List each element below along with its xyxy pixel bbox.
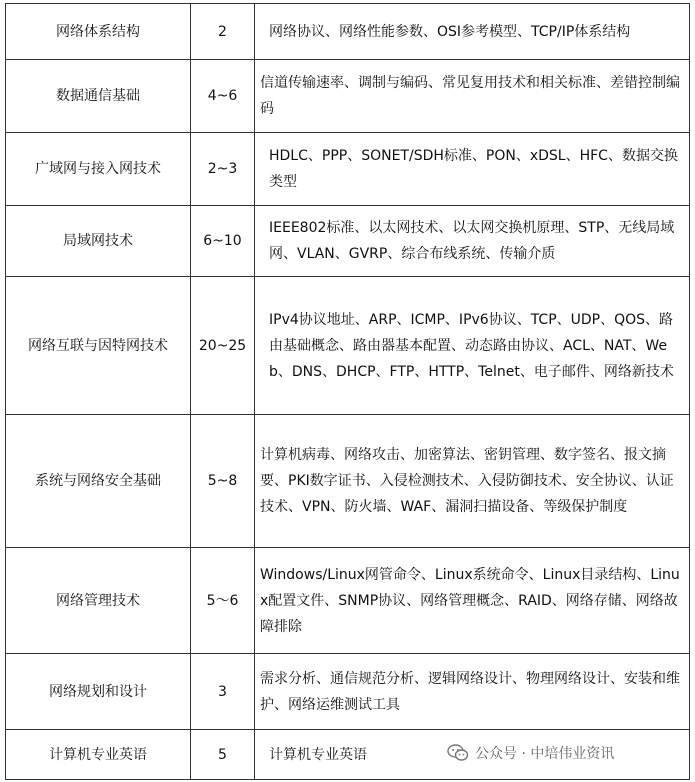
content-cell: Windows/Linux网管命令、Linux系统命令、Linux目录结构、Linux配置文件、SNMP协议、网络管理概念、RAID、网络存储、网络故障排除 bbox=[255, 548, 690, 654]
table-row bbox=[6, 654, 690, 730]
topic-cell: 网络互联与因特网技术 bbox=[6, 277, 191, 415]
topic-cell: 广域网与接入网技术 bbox=[6, 133, 191, 206]
watermark bbox=[447, 740, 614, 766]
hours-cell: 5～6 bbox=[191, 548, 255, 654]
topic-cell: 网络规划和设计 bbox=[6, 654, 191, 730]
content-cell: 计算机病毒、网络攻击、加密算法、密钥管理、数字签名、报文摘要、PKI数字证书、入侵检测技术、入侵防御技术、安全协议、认证技术、VPN、防火墙、WAF、漏洞扫描设备、等级保护制度 bbox=[255, 415, 690, 548]
table-row bbox=[6, 206, 690, 277]
hours-cell: 6~10 bbox=[191, 206, 255, 277]
table-row bbox=[6, 133, 690, 206]
topic-cell: 网络体系结构 bbox=[6, 4, 191, 60]
table-row bbox=[6, 4, 690, 60]
content-cell: HDLC、PPP、SONET/SDH标准、PON、xDSL、HFC、数据交换类型 bbox=[255, 133, 690, 206]
content-cell: IPv4协议地址、ARP、ICMP、IPv6协议、TCP、UDP、QOS、路由基础概念、路由器基本配置、动态路由协议、ACL、NAT、Web、DNS、DHCP、FTP、HTTP、Telnet、电子邮件、网络新技术 bbox=[255, 277, 690, 415]
content-cell: IEEE802标准、以太网技术、以太网交换机原理、STP、无线局域网、VLAN、GVRP、综合布线系统、传输介质 bbox=[255, 206, 690, 277]
topic-cell: 计算机专业英语 bbox=[6, 730, 191, 780]
topic-cell: 局域网技术 bbox=[6, 206, 191, 277]
wechat-icon bbox=[447, 744, 469, 762]
hours-cell: 4~6 bbox=[191, 60, 255, 133]
topic-cell: 网络管理技术 bbox=[6, 548, 191, 654]
hours-cell: 5~8 bbox=[191, 415, 255, 548]
topic-cell: 数据通信基础 bbox=[6, 60, 191, 133]
table-row bbox=[6, 60, 690, 133]
hours-cell: 3 bbox=[191, 654, 255, 730]
hours-cell: 2~3 bbox=[191, 133, 255, 206]
table-row bbox=[6, 548, 690, 654]
content-cell: 网络协议、网络性能参数、OSI参考模型、TCP/IP体系结构 bbox=[255, 4, 690, 60]
table-row bbox=[6, 415, 690, 548]
hours-cell: 2 bbox=[191, 4, 255, 60]
watermark-label: 公众号 · 中培伟业资讯 bbox=[475, 746, 615, 762]
hours-cell: 20~25 bbox=[191, 277, 255, 415]
topic-cell: 系统与网络安全基础 bbox=[6, 415, 191, 548]
content-cell: 计算机专业英语 bbox=[255, 730, 690, 780]
table-row bbox=[6, 277, 690, 415]
content-cell: 信道传输速率、调制与编码、常见复用技术和相关标准、差错控制编码 bbox=[255, 60, 690, 133]
content-cell: 需求分析、通信规范分析、逻辑网络设计、物理网络设计、安装和维护、网络运维测试工具 bbox=[255, 654, 690, 730]
syllabus-table bbox=[5, 3, 690, 780]
hours-cell: 5 bbox=[191, 730, 255, 780]
